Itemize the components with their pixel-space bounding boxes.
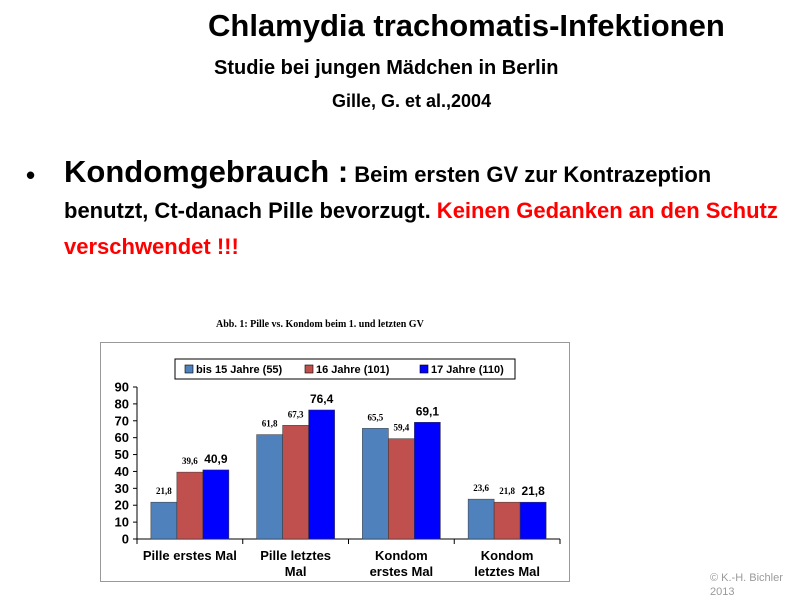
y-tick-label: 10: [114, 514, 129, 530]
slide-title: Chlamydia trachomatis-Infektionen: [208, 8, 725, 43]
y-tick-label: 50: [114, 447, 129, 463]
category-label: Mal: [284, 564, 307, 579]
bar: [177, 472, 203, 539]
y-tick-label: 90: [114, 379, 129, 395]
category-label: Kondom: [480, 548, 534, 563]
y-tick-label: 60: [114, 430, 129, 446]
y-tick-label: 20: [114, 497, 129, 513]
bar: [388, 439, 414, 539]
copyright-line1: © K.-H. Bichler: [710, 572, 783, 584]
bullet-text-red: Keinen Gedanken an den Schutz verschwendet !!!: [64, 198, 778, 259]
category-label: letztes Mal: [474, 564, 540, 579]
bar: [283, 425, 309, 539]
bar-chart: [100, 312, 570, 582]
legend-label: 16 Jahre (101): [316, 364, 390, 376]
bar: [520, 502, 546, 539]
bar: [494, 502, 520, 539]
copyright-line2: 2013: [710, 586, 735, 598]
legend-swatch: [420, 365, 428, 373]
chart-svg: [100, 312, 570, 582]
legend-label: bis 15 Jahre (55): [196, 364, 283, 376]
y-tick-label: 30: [114, 480, 129, 496]
bar-value-label: 21,8: [499, 486, 515, 497]
bar-value-label: 21,8: [156, 486, 172, 497]
bullet-text: [64, 154, 801, 265]
bullet-dot-icon: •: [26, 160, 36, 190]
bullet-keyword: Kondomgebrauch :: [64, 154, 349, 189]
category-label: Pille letztes: [260, 548, 332, 563]
category-label: erstes Mal: [369, 564, 434, 579]
bullet-text-black: Beim ersten GV zur Kontrazeption benutzt, Ct-danach Pille bevorzugt.: [64, 162, 712, 223]
bullet-point: [26, 154, 801, 265]
bar: [151, 502, 177, 539]
bar: [309, 410, 335, 539]
y-tick-label: 40: [114, 463, 129, 479]
bar-value-label: 65,5: [367, 412, 384, 423]
bar-value-label: 59,4: [393, 422, 410, 433]
chart-title: Abb. 1: Pille vs. Kondom beim 1. und letzten GV: [216, 319, 424, 330]
slide-subtitle: Studie bei jungen Mädchen in Berlin: [214, 57, 559, 79]
legend-swatch: [305, 365, 313, 373]
bar-value-label: 21,8: [521, 484, 545, 499]
bar-value-label: 76,4: [309, 391, 334, 406]
bar-value-label: 69,1: [415, 404, 440, 419]
legend-label: 17 Jahre (110): [431, 364, 504, 376]
bar: [203, 470, 229, 539]
category-label: Pille erstes Mal: [142, 548, 237, 563]
legend-swatch: [185, 365, 193, 373]
bar: [414, 422, 440, 539]
bar: [468, 499, 494, 539]
slide-author: Gille, G. et al.,2004: [332, 91, 492, 111]
bar-value-label: 40,9: [204, 451, 228, 466]
bar-value-label: 61,8: [261, 418, 278, 429]
copyright: [710, 571, 783, 599]
y-tick-label: 0: [121, 531, 129, 547]
y-tick-label: 70: [114, 413, 129, 429]
bar-value-label: 67,3: [287, 409, 304, 420]
bar-value-label: 23,6: [473, 483, 489, 494]
category-label: Kondom: [375, 548, 428, 563]
bar: [257, 435, 283, 539]
y-tick-label: 80: [114, 396, 129, 412]
bar-value-label: 39,6: [182, 456, 198, 467]
bar: [362, 428, 388, 539]
